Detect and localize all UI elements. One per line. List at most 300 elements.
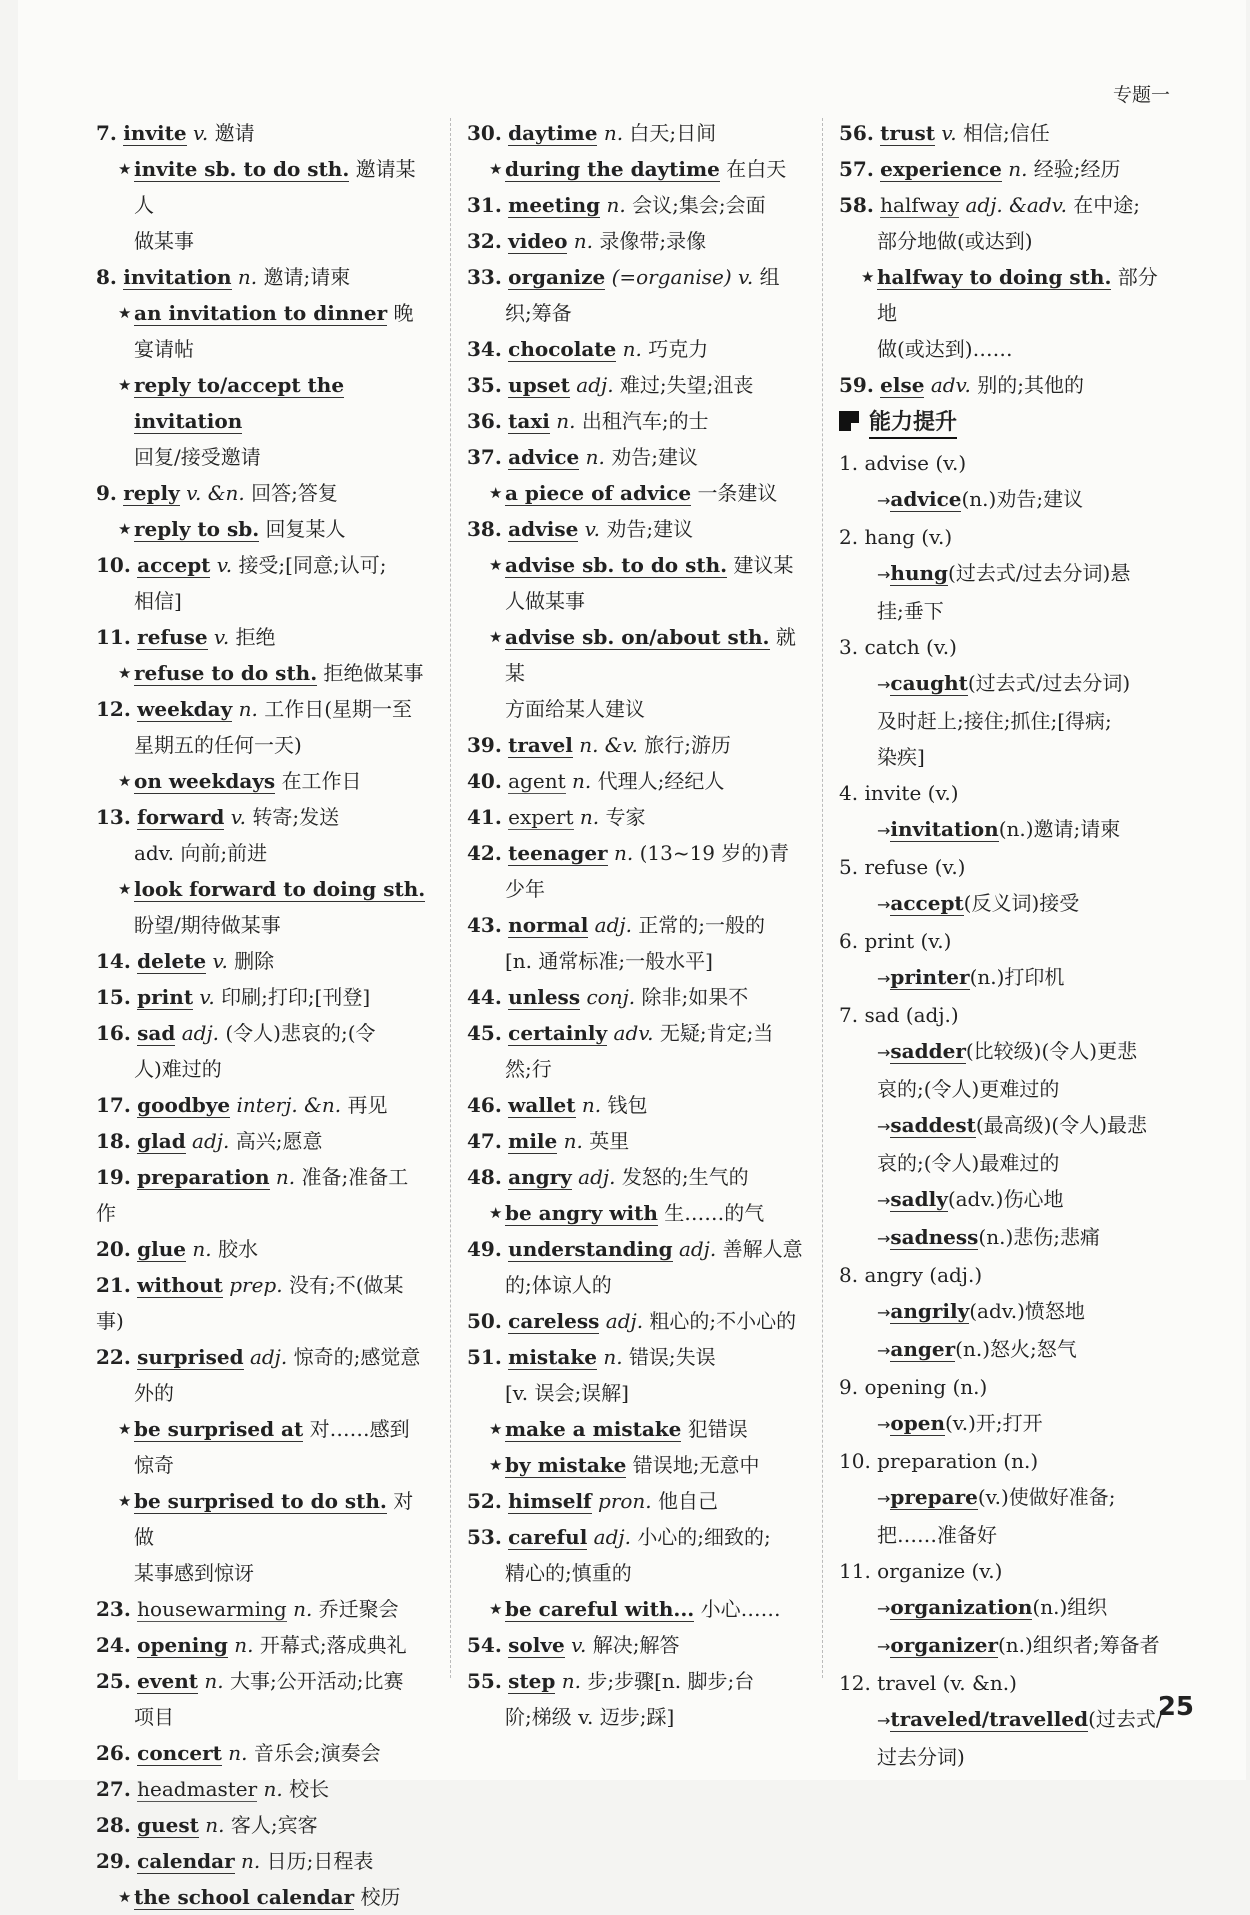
entry-number: 31. (467, 193, 502, 217)
definition: 错误;失误 (628, 1345, 716, 1369)
derived-note: (n.)怒火;怒气 (955, 1337, 1077, 1361)
star-icon: ★ (489, 160, 503, 178)
part-of-speech: n. (1008, 157, 1028, 181)
headword: calendar (137, 1849, 235, 1873)
headword: advice (508, 445, 580, 469)
derived-note: (adv.)伤心地 (947, 1187, 1064, 1211)
phrase-meaning: 在工作日 (281, 769, 362, 793)
base-word: refuse (v.) (864, 855, 966, 879)
derived-note: (过去式/ (1088, 1707, 1163, 1731)
definition: 印刷;打印;[刊登] (221, 985, 371, 1009)
entry-number: 10. (839, 1449, 871, 1473)
star-icon: ★ (489, 1420, 503, 1438)
part-of-speech: n. (603, 121, 624, 145)
part-of-speech: n. (581, 1093, 602, 1117)
base-word-line (839, 849, 1171, 885)
vocab-entry (96, 259, 428, 475)
definition-continued: 精心的;慎重的 (505, 1561, 632, 1585)
vocab-entry (467, 1303, 803, 1339)
part-of-speech: adj. (593, 1525, 631, 1549)
entry-line (467, 331, 803, 367)
entry-number: 1. (839, 451, 859, 475)
definition: 钱包 (607, 1093, 648, 1117)
star-icon: ★ (118, 664, 132, 682)
entry-line (467, 223, 803, 259)
vocab-entry (467, 1231, 803, 1303)
arrow-icon: → (877, 1415, 891, 1434)
phrase-line (96, 295, 428, 367)
vocab-entry (96, 1807, 428, 1843)
star-icon: ★ (118, 1888, 132, 1906)
entry-number: 10. (96, 553, 131, 577)
part-of-speech: n. (563, 1129, 583, 1153)
phrase: on weekdays (134, 769, 276, 793)
definition: 惊奇的;感觉意 (293, 1345, 421, 1369)
part-of-speech: v. (230, 805, 246, 829)
part-of-speech: v. (584, 517, 600, 541)
entry-line (96, 1807, 428, 1843)
vocab-entry (839, 151, 1171, 187)
entry-line (467, 403, 803, 439)
vocab-entry (467, 1519, 803, 1627)
arrow-icon: → (877, 821, 891, 840)
headword: normal (508, 913, 589, 937)
definition: 大事;公开活动;比赛 (229, 1669, 404, 1693)
part-of-speech: n. (613, 841, 634, 865)
star-icon: ★ (489, 1456, 503, 1474)
entry-line (467, 439, 803, 475)
definition: 客人;宾客 (230, 1813, 318, 1837)
entry-number: 55. (467, 1669, 502, 1693)
definition: 正常的;一般的 (638, 913, 766, 937)
derived-word-line (839, 885, 1171, 923)
phrase-line (467, 1591, 803, 1627)
arrow-icon: → (877, 1489, 891, 1508)
entry-line (96, 1771, 428, 1807)
vocab-entry (467, 223, 803, 259)
vocab-entry (96, 1123, 428, 1159)
definition: 删除 (234, 949, 275, 973)
arrow-icon: → (877, 675, 891, 694)
entry-line (467, 1015, 803, 1051)
definition: 解决;解答 (592, 1633, 680, 1657)
vocab-entry (467, 187, 803, 223)
star-icon: ★ (489, 484, 503, 502)
headword: trust (880, 121, 935, 145)
vocab-entry (467, 907, 803, 979)
entry-line (467, 1231, 803, 1267)
part-of-speech: v. (213, 625, 230, 649)
headword: mile (508, 1129, 558, 1153)
entry-number: 30. (467, 121, 502, 145)
vocab-entry (467, 763, 803, 799)
phrase-meaning: 就某 (505, 625, 796, 685)
arrow-icon: → (877, 1191, 891, 1210)
entry-number: 43. (467, 913, 502, 937)
phrase-line (467, 475, 803, 511)
phrase-meaning-continued: 回复/接受邀请 (134, 445, 261, 469)
definition: 工作日(星期一至 (264, 697, 413, 721)
part-of-speech: n. (241, 1849, 261, 1873)
vocab-entry (467, 403, 803, 439)
entry-number: 54. (467, 1633, 502, 1657)
phrase: advise sb. on/about sth. (505, 625, 770, 649)
headword: delete (137, 949, 207, 973)
entry-number: 9. (839, 1375, 859, 1399)
word-family-entry (839, 1553, 1171, 1665)
entry-number: 50. (467, 1309, 502, 1333)
entry-line (96, 1015, 428, 1051)
entry-number: 36. (467, 409, 502, 433)
entry-line (467, 259, 803, 295)
star-icon: ★ (118, 520, 132, 538)
arrow-icon: → (877, 1637, 891, 1656)
vocab-entry (839, 115, 1171, 151)
headword: refuse (137, 625, 208, 649)
entry-number: 29. (96, 1849, 131, 1873)
phrase-meaning-continued: 盼望/期待做某事 (134, 913, 281, 937)
entry-number: 59. (839, 373, 874, 397)
part-of-speech: adj. &adv. (965, 193, 1067, 217)
part-of-speech: adj. (578, 1165, 616, 1189)
entry-line (96, 691, 428, 727)
phrase-line (96, 655, 428, 691)
entry-line (467, 763, 803, 799)
vocab-column-2 (467, 115, 803, 1735)
phrase-line (96, 367, 428, 439)
part-of-speech: n. (622, 337, 642, 361)
definition-continued: 然;行 (505, 1057, 552, 1081)
vocab-entry (467, 979, 803, 1015)
part-of-speech: n. (572, 769, 592, 793)
base-word: advise (v.) (864, 451, 967, 475)
entry-number: 38. (467, 517, 502, 541)
entry-line (467, 1159, 803, 1195)
entry-number: 48. (467, 1165, 502, 1189)
vocab-entry (96, 691, 428, 799)
part-of-speech: n. (585, 445, 605, 469)
part-of-speech: v. (199, 985, 215, 1009)
word-family-entry (839, 519, 1171, 629)
definition-continued: 星期五的任何一天) (134, 733, 302, 757)
arrow-icon: → (877, 969, 891, 988)
entry-number: 57. (839, 157, 874, 181)
derived-word: anger (890, 1337, 956, 1361)
phrase-meaning: 回复某人 (265, 517, 346, 541)
phrase: invite sb. to do sth. (134, 157, 350, 181)
headword: opening (137, 1633, 228, 1657)
headword: daytime (508, 121, 598, 145)
headword: else (880, 373, 925, 397)
derived-word-line (839, 1701, 1171, 1739)
entry-line (96, 1591, 428, 1627)
derived-note-continued: 过去分词) (877, 1745, 965, 1769)
definition: 出租汽车;的士 (581, 409, 709, 433)
definition: 邀请 (214, 121, 255, 145)
star-icon: ★ (489, 628, 503, 646)
entry-line (839, 187, 1171, 223)
base-word: preparation (n.) (877, 1449, 1039, 1473)
vocab-entry (96, 1159, 428, 1231)
vocab-column-3 (839, 115, 1171, 1775)
headword: print (137, 985, 194, 1009)
vocab-entry (467, 1123, 803, 1159)
part-of-speech: adj. (678, 1237, 717, 1261)
headword: reply (123, 481, 180, 505)
vocab-entry (467, 835, 803, 907)
entry-line (96, 475, 428, 511)
column-divider (822, 118, 823, 1678)
base-word: angry (adj.) (864, 1263, 983, 1287)
base-word-line (839, 629, 1171, 665)
base-word-line (839, 1257, 1171, 1293)
entry-number: 15. (96, 985, 131, 1009)
vocab-entry (96, 1015, 428, 1087)
phrase-meaning: 部分地 (877, 265, 1158, 325)
vocab-entry (96, 1339, 428, 1591)
vocab-entry (467, 1663, 803, 1735)
word-family-entry (839, 1369, 1171, 1443)
definition: 会议;集会;会面 (632, 193, 766, 217)
definition: 再见 (347, 1093, 388, 1117)
part-of-speech: n. (606, 193, 626, 217)
headword: expert (508, 805, 574, 829)
entry-number: 53. (467, 1525, 502, 1549)
definition: 步;步骤[n. 脚步;台 (587, 1669, 755, 1693)
part-of-speech: n. (205, 1813, 225, 1837)
base-word-line (839, 1553, 1171, 1589)
phrase-line (96, 1411, 428, 1483)
definition-continued: [n. 通常标准;一般水平] (505, 949, 713, 973)
part-of-speech: n. (556, 409, 576, 433)
derived-word: invitation (890, 817, 999, 841)
definition: 劝告;建议 (606, 517, 694, 541)
topic-header: 专题一 (1112, 84, 1170, 106)
part-of-speech: v. (571, 1633, 587, 1657)
entry-line (467, 1123, 803, 1159)
definition-continued: 部分地做(或达到) (877, 229, 1033, 253)
headword: glad (137, 1129, 186, 1153)
headword: surprised (137, 1345, 244, 1369)
section-flag-icon (839, 411, 859, 431)
section-title-label: 能力提升 (869, 410, 957, 439)
part-of-speech: adv. (930, 373, 971, 397)
entry-number: 19. (96, 1165, 131, 1189)
part-of-speech: v. &n. (186, 481, 245, 505)
definition-continued: 相信] (134, 589, 182, 613)
phrase-meaning: 犯错误 (687, 1417, 748, 1441)
star-icon: ★ (118, 304, 132, 322)
derived-word-line (839, 1479, 1171, 1517)
derived-word: sadder (890, 1039, 966, 1063)
derived-word: angrily (890, 1299, 970, 1323)
entry-line (467, 115, 803, 151)
arrow-icon: → (877, 895, 891, 914)
headword: chocolate (508, 337, 617, 361)
entry-number: 39. (467, 733, 502, 757)
phrase-line (96, 763, 428, 799)
entry-number: 26. (96, 1741, 131, 1765)
definition: 旅行;游历 (644, 733, 731, 757)
entry-line (839, 367, 1171, 403)
phrase-meaning: 拒绝做某事 (323, 661, 424, 685)
definition-continued: 的;体谅人的 (505, 1273, 612, 1297)
phrase-meaning-continued: 方面给某人建议 (505, 697, 645, 721)
vocab-entry (96, 475, 428, 547)
part-of-speech: n. (561, 1669, 581, 1693)
entry-number: 12. (839, 1671, 871, 1695)
entry-line (467, 1339, 803, 1375)
definition: 在中途; (1073, 193, 1141, 217)
phrase-meaning: 生……的气 (664, 1201, 765, 1225)
base-word-line (839, 1665, 1171, 1701)
entry-line (96, 115, 428, 151)
definition: 胶水 (217, 1237, 258, 1261)
vocab-entry (467, 331, 803, 367)
derived-word-line (839, 1405, 1171, 1443)
vocab-entry (96, 1771, 428, 1807)
headword: invite (123, 121, 187, 145)
phrase-meaning: 邀请某人 (134, 157, 416, 217)
entry-number: 8. (839, 1263, 859, 1287)
derived-word: prepare (890, 1485, 978, 1509)
derived-note: (比较级)(令人)更悲 (965, 1039, 1138, 1063)
definition: 小心的;细致的; (637, 1525, 771, 1549)
entry-line (96, 1339, 428, 1375)
derived-word-line (839, 1331, 1171, 1369)
entry-number: 7. (96, 121, 117, 145)
headword: invitation (123, 265, 232, 289)
derived-word-line (839, 1107, 1171, 1145)
derived-word: organization (890, 1595, 1033, 1619)
headword: certainly (508, 1021, 608, 1045)
entry-line (467, 1519, 803, 1555)
definition-continued: 织;筹备 (505, 301, 572, 325)
part-of-speech: n. (263, 1777, 283, 1801)
headword: halfway (880, 193, 960, 217)
phrase: be careful with... (505, 1597, 695, 1621)
entry-number: 28. (96, 1813, 131, 1837)
base-word-line (839, 1443, 1171, 1479)
definition: 无疑;肯定;当 (659, 1021, 774, 1045)
vocab-entry (96, 943, 428, 979)
derived-note-continued: 及时赶上;接住;抓住;[得病; (877, 709, 1112, 733)
vocab-entry (467, 727, 803, 763)
headword: angry (508, 1165, 572, 1189)
star-icon: ★ (489, 1600, 503, 1618)
entry-number: 5. (839, 855, 859, 879)
derived-word-line (839, 1181, 1171, 1219)
headword: housewarming (137, 1597, 287, 1621)
headword: teenager (508, 841, 608, 865)
part-of-speech: v. (216, 553, 233, 577)
definition: 白天;日间 (629, 121, 717, 145)
headword: himself (508, 1489, 592, 1513)
derived-note: (最高级)(令人)最悲 (975, 1113, 1148, 1137)
entry-line (467, 727, 803, 763)
entry-number: 3. (839, 635, 859, 659)
definition: 日历;日程表 (266, 1849, 374, 1873)
base-word: organize (v.) (877, 1559, 1003, 1583)
vocab-entry (467, 259, 803, 331)
phrase: the school calendar (134, 1885, 355, 1909)
definition: 善解人意 (722, 1237, 803, 1261)
definition: 巧克力 (648, 337, 709, 361)
part-of-speech: v. (941, 121, 957, 145)
definition: 别的;其他的 (977, 373, 1084, 397)
headword: sad (137, 1021, 176, 1045)
entry-line (96, 619, 428, 655)
vocab-entry (96, 979, 428, 1015)
headword: organize (508, 265, 606, 289)
headword: video (508, 229, 568, 253)
headword: step (508, 1669, 556, 1693)
definition-continued: 阶;梯级 v. 迈步;踩] (505, 1705, 675, 1729)
vocab-entry (467, 799, 803, 835)
definition: 没有;不(做某事) (96, 1273, 404, 1333)
vocab-entry (96, 1267, 428, 1339)
page-number: 25 (1157, 1692, 1194, 1722)
headword: accept (137, 553, 211, 577)
part-of-speech: prep. (229, 1273, 283, 1297)
vocab-entry (467, 1339, 803, 1483)
entry-number: 32. (467, 229, 502, 253)
vocab-entry (467, 1483, 803, 1519)
entry-line (96, 1843, 428, 1879)
phrase-meaning: 建议某 (733, 553, 794, 577)
part-of-speech: n. (234, 1633, 254, 1657)
entry-number: 11. (839, 1559, 871, 1583)
part-of-speech: (=organise) v. (611, 265, 754, 289)
part-of-speech: pron. (598, 1489, 652, 1513)
vocab-entry (467, 1627, 803, 1663)
star-icon: ★ (118, 376, 132, 394)
entry-number: 35. (467, 373, 502, 397)
part-of-speech: n. (275, 1165, 296, 1189)
entry-number: 7. (839, 1003, 859, 1027)
vocab-entry (96, 1591, 428, 1627)
section-title (839, 405, 1171, 441)
part-of-speech: adj. (594, 913, 632, 937)
phrase-line (96, 1879, 428, 1915)
phrase-line (467, 151, 803, 187)
entry-line (467, 1483, 803, 1519)
entry-number: 24. (96, 1633, 131, 1657)
derived-word-line (839, 1219, 1171, 1257)
entry-line (467, 907, 803, 943)
arrow-icon: → (877, 491, 891, 510)
base-word: invite (v.) (864, 781, 959, 805)
derived-word-line (839, 1293, 1171, 1331)
arrow-icon: → (877, 1303, 891, 1322)
phrase-line (96, 871, 428, 907)
part-of-speech: adj. (181, 1021, 220, 1045)
part-of-speech: adj. (576, 373, 614, 397)
base-word: catch (v.) (864, 635, 957, 659)
derived-note: (v.)使做好准备; (977, 1485, 1116, 1509)
phrase: an invitation to dinner (134, 301, 388, 325)
part-of-speech: n. (579, 805, 600, 829)
entry-line (96, 1123, 428, 1159)
entry-number: 13. (96, 805, 131, 829)
headword: without (137, 1273, 223, 1297)
entry-number: 6. (839, 929, 859, 953)
definition: (13~19 岁的)青 (639, 841, 790, 865)
entry-line (467, 1627, 803, 1663)
definition: 拒绝 (235, 625, 276, 649)
star-icon: ★ (861, 268, 875, 286)
entry-line (467, 187, 803, 223)
